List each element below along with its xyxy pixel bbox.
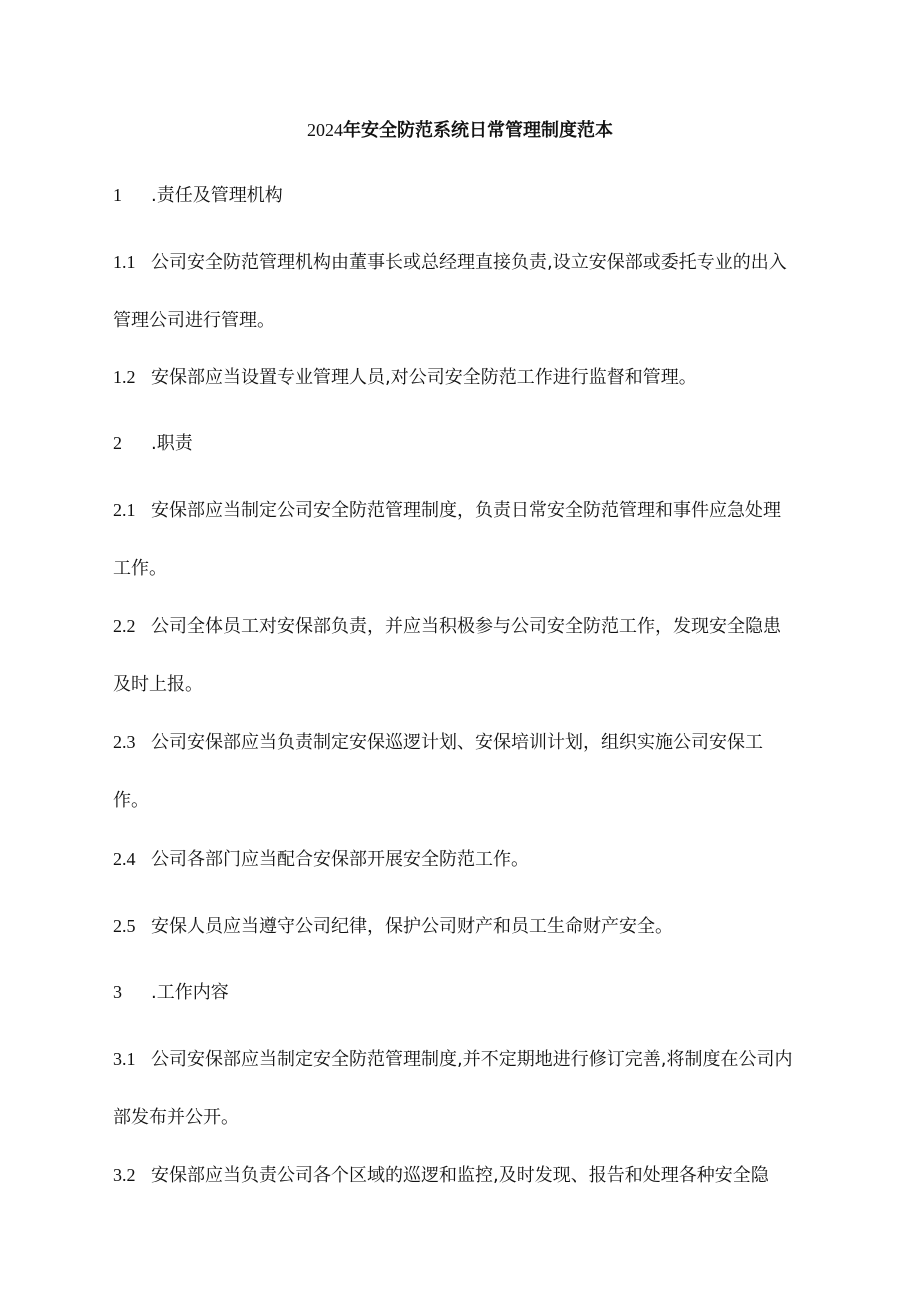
section-text: 公司安保部应当制定安全防范管理制度,并不定期地进行修订完善,将制度在公司内 — [151, 1049, 793, 1070]
paragraph-2-3 — [113, 713, 813, 830]
section-number: 3.2 — [113, 1165, 136, 1185]
section-continuation: 工作。 — [113, 558, 167, 579]
section-number: 2 — [113, 433, 122, 453]
section-text: 公司安保部应当负责制定安保巡逻计划、安保培训计划，组织实施公司安保工 — [151, 732, 763, 753]
paragraph-2-4 — [113, 830, 813, 889]
section-continuation: 管理公司进行管理。 — [113, 310, 275, 331]
document-title — [0, 116, 920, 145]
paragraph-1-2 — [113, 348, 813, 407]
section-continuation: 部发布并公开。 — [113, 1107, 239, 1128]
paragraph-3-2 — [113, 1146, 813, 1205]
section-number: 1.2 — [113, 367, 136, 387]
section-text: .职责 — [151, 433, 193, 454]
title-text: 年安全防范系统日常管理制度范本 — [343, 120, 613, 141]
paragraph-2-1 — [113, 481, 813, 598]
paragraph-2-5 — [113, 897, 813, 956]
paragraph-1-1 — [113, 233, 813, 350]
section-heading-2 — [113, 414, 813, 473]
section-heading-1 — [113, 166, 813, 225]
section-continuation: 作。 — [113, 790, 149, 811]
section-number: 1.1 — [113, 252, 136, 272]
section-text: 公司安全防范管理机构由董事长或总经理直接负责,设立安保部或委托专业的出入 — [151, 252, 787, 273]
section-continuation: 及时上报。 — [113, 674, 203, 695]
section-number: 2.4 — [113, 849, 136, 869]
section-text: .责任及管理机构 — [151, 185, 283, 206]
section-text: 公司全体员工对安保部负责，并应当积极参与公司安全防范工作，发现安全隐患 — [151, 616, 781, 637]
paragraph-2-2 — [113, 597, 813, 714]
section-number: 2.5 — [113, 916, 136, 936]
section-text: .工作内容 — [151, 982, 229, 1003]
title-year: 2024 — [307, 120, 343, 140]
section-number: 3 — [113, 982, 122, 1002]
section-text: 安保部应当负责公司各个区域的巡逻和监控,及时发现、报告和处理各种安全隐 — [151, 1165, 769, 1186]
section-text: 安保部应当制定公司安全防范管理制度，负责日常安全防范管理和事件应急处理 — [151, 500, 781, 521]
section-number: 2.2 — [113, 616, 136, 636]
section-number: 2.1 — [113, 500, 136, 520]
section-text: 安保部应当设置专业管理人员,对公司安全防范工作进行监督和管理。 — [151, 367, 697, 388]
section-text: 公司各部门应当配合安保部开展安全防范工作。 — [151, 849, 529, 870]
section-number: 1 — [113, 185, 122, 205]
section-text: 安保人员应当遵守公司纪律，保护公司财产和员工生命财产安全。 — [151, 916, 673, 937]
section-heading-3 — [113, 963, 813, 1022]
section-number: 2.3 — [113, 732, 136, 752]
paragraph-3-1 — [113, 1030, 813, 1147]
section-number: 3.1 — [113, 1049, 136, 1069]
